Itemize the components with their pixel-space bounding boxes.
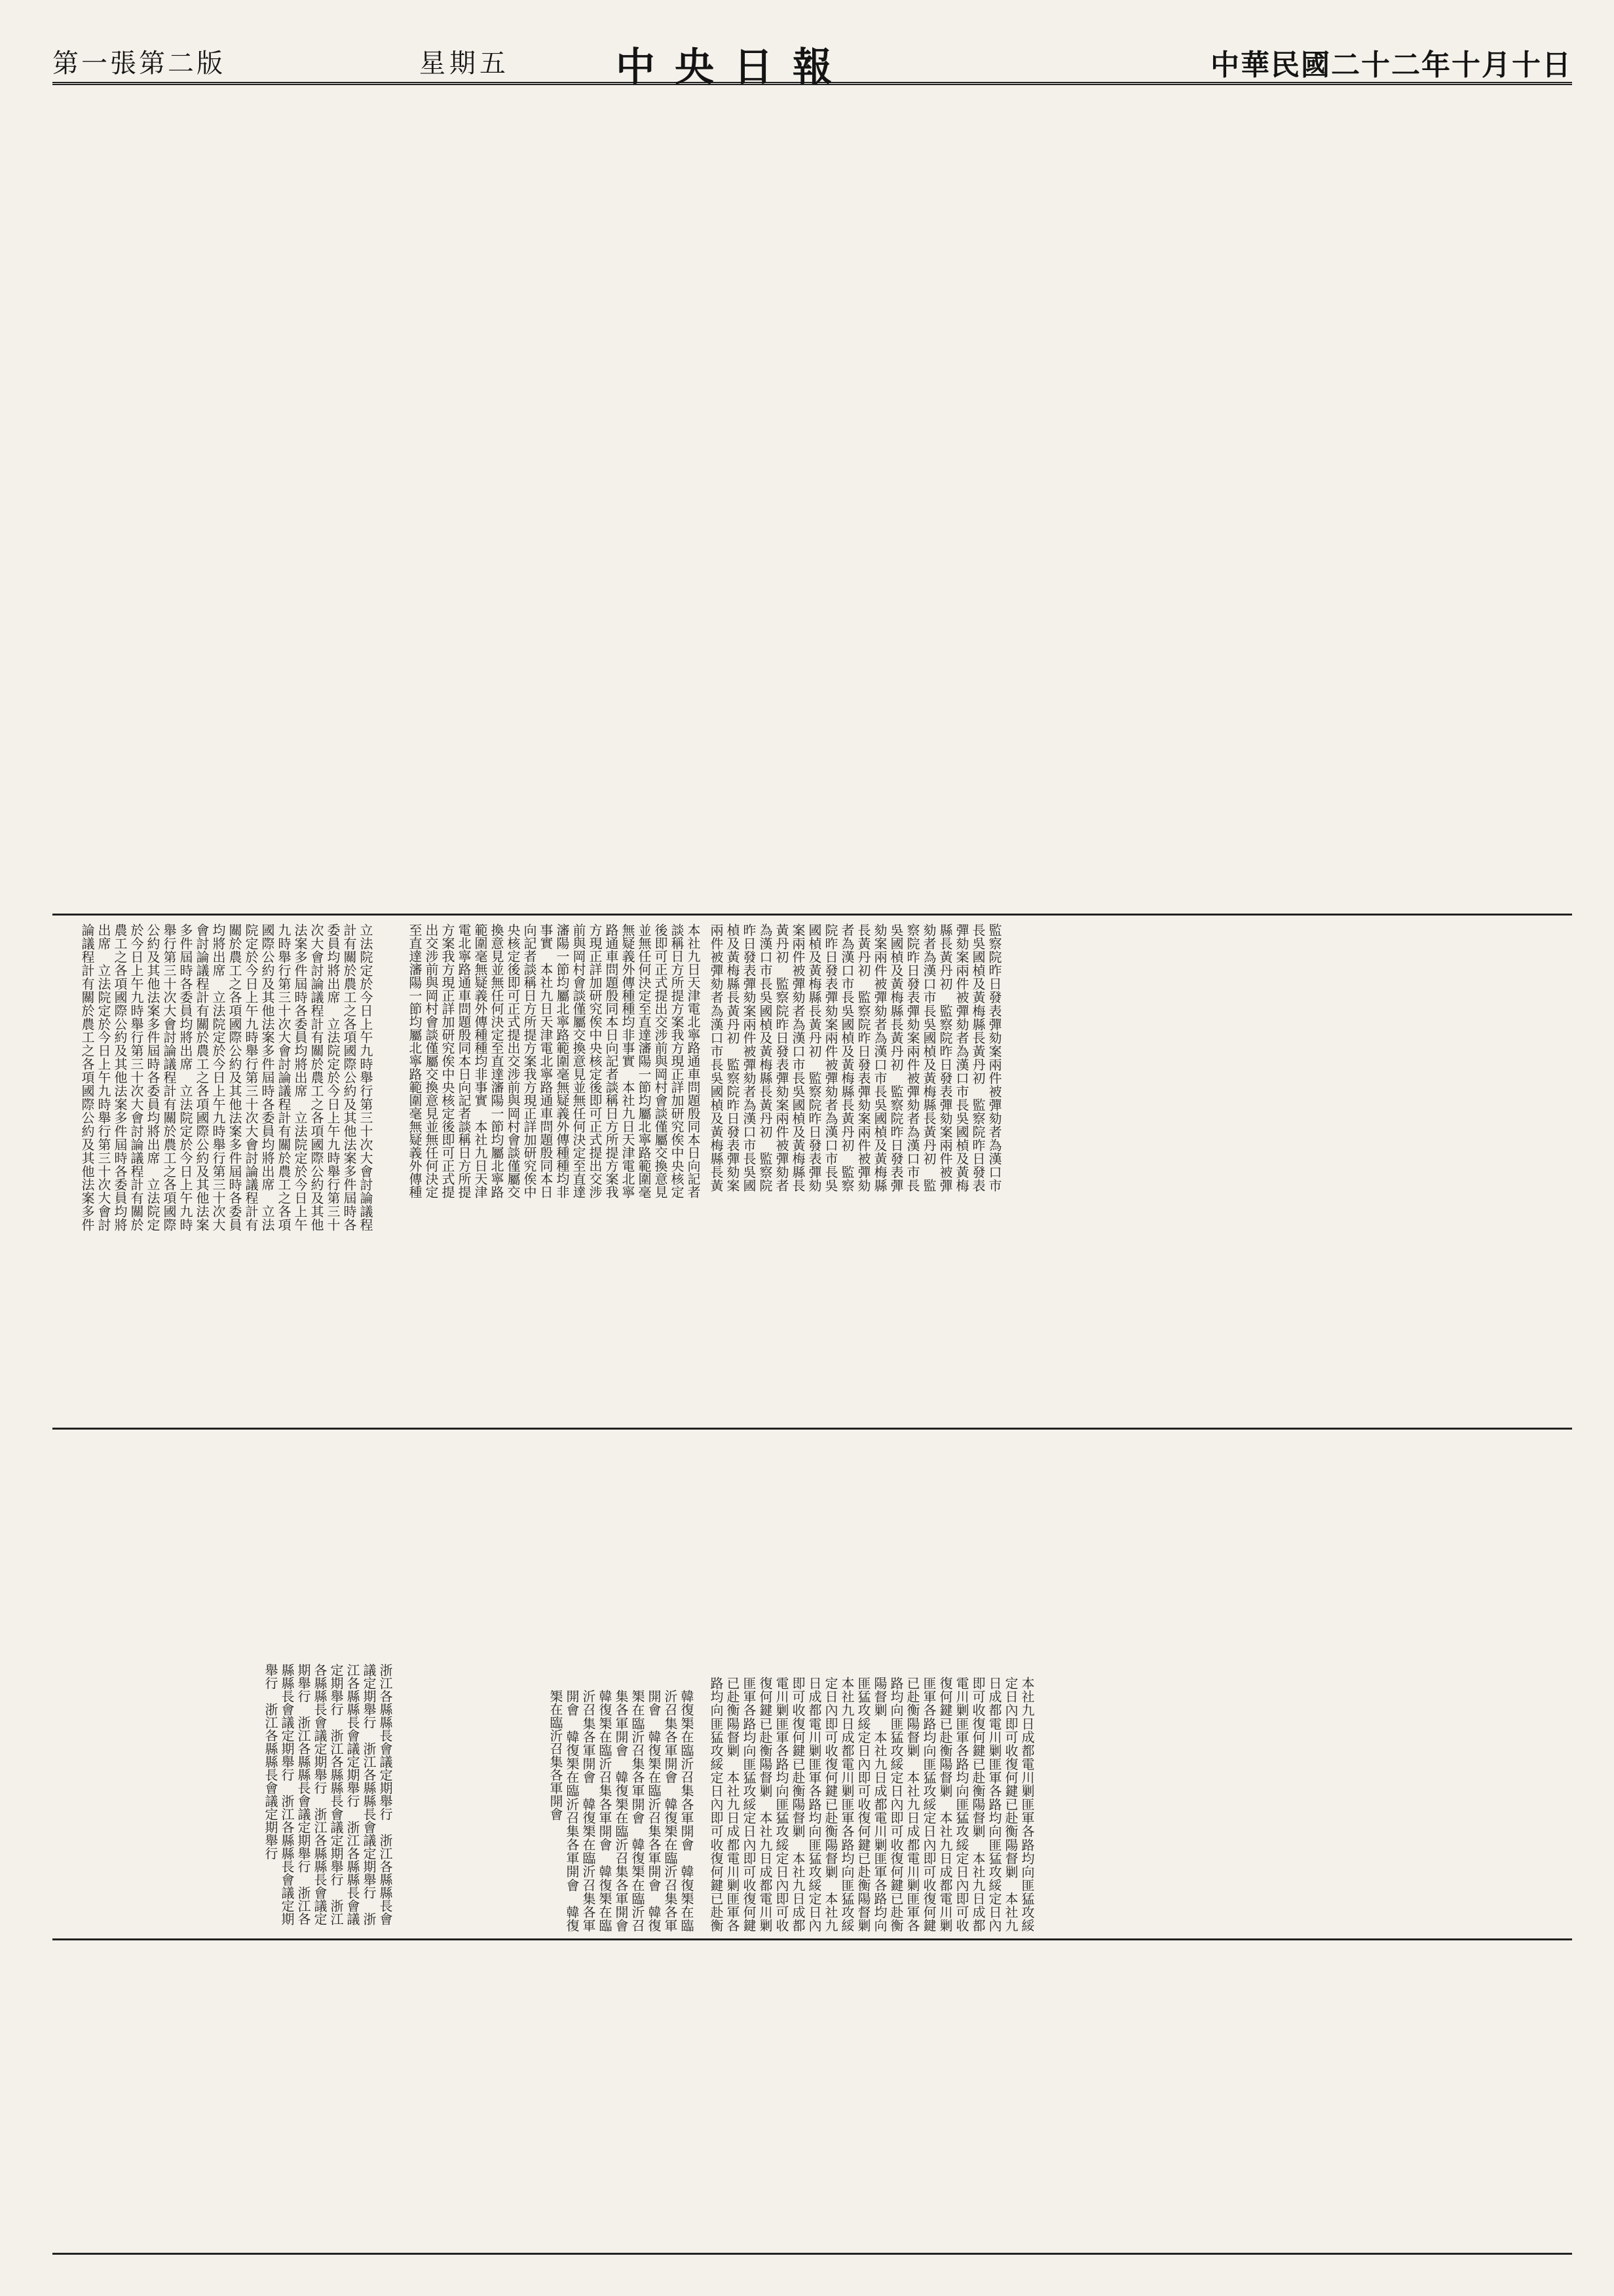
article-body: 監察院昨日發表彈劾案兩件被彈劾者為漢口市長吳國楨及黃梅縣長黃丹初 監察院昨日發表彈劾案兩件被彈劾者為漢口市長吳國楨及黃梅縣長黃丹初 監察院昨日發表彈劾案兩件被彈劾者為漢口市長吳國楨及黃梅縣長黃丹初 監察院昨日發表彈劾案兩件被彈劾者為漢口市長吳國楨及黃梅縣長黃丹初 監察院昨日發表彈劾案兩件被彈劾者為漢口市長吳國楨及黃梅縣長黃丹初 監察院昨日發表彈劾案兩件被彈劾者為漢口市長吳國楨及黃梅縣長黃丹初 監察院昨日發表彈劾案兩件被彈劾者為漢口市長吳國楨及黃梅縣長黃丹初 監察院昨日發表彈劾案兩件被彈劾者為漢口市長吳國楨及黃梅縣長黃丹初 監察院昨日發表彈劾案兩件被彈劾者為漢口市長吳國楨及黃梅縣長黃丹初 監察院昨日發表彈劾案兩件被彈劾者為漢口市長吳國楨及黃梅縣長黃丹初 監察院昨日發表彈劾案兩件被彈劾者為漢口市長吳國楨及黃梅縣長黃 [708,923,1002,1192]
horizontal-rule [52,914,1572,916]
article-body: 立法院定於今日上午九時舉行第三十次大會討論議程計有關於農工之各項國際公約及其他法案多件屆時各委員均將出席 立法院定於今日上午九時舉行第三十次大會討論議程計有關於農工之各項國際公約及其他法案多件屆時各委員均將出席 立法院定於今日上午九時舉行第三十次大會討論議程計有關於農工之各項國際公約及其他法案多件屆時各委員均將出席 立法院定於今日上午九時舉行第三十次大會討論議程計有關於農工之各項國際公約及其他法案多件屆時各委員均將出席 立法院定於今日上午九時舉行第三十次大會討論議程計有關於農工之各項國際公約及其他法案多件屆時各委員均將出席 立法院定於今日上午九時舉行第三十次大會討論議程計有關於農工之各項國際公約及其他法案多件屆時各委員均將出席 立法院定於今日上午九時舉行第三十次大會討論議程計有關於農工之各項國際公約及其他法案多件屆時各委員均將出席 立法院定於今日上午九時舉行第三十次大會討論議程計有關於農工之各項國際公約及其他法案多件 [79,923,373,1231]
issue-date: 中華民國二十二年十月十日 [1210,48,1572,82]
weekday: 星期五 [419,48,510,79]
newspaper-title: 中央日報 [616,45,852,90]
article-body: 本社九日成都電川剿匪軍各路均向匪猛攻綏定日內即可收復何鍵已赴衡陽督剿 本社九日成都電川剿匪軍各路均向匪猛攻綏定日內即可收復何鍵已赴衡陽督剿 本社九日成都電川剿匪軍各路均向匪猛攻綏定日內即可收復何鍵已赴衡陽督剿 本社九日成都電川剿匪軍各路均向匪猛攻綏定日內即可收復何鍵已赴衡陽督剿 本社九日成都電川剿匪軍各路均向匪猛攻綏定日內即可收復何鍵已赴衡陽督剿 本社九日成都電川剿匪軍各路均向匪猛攻綏定日內即可收復何鍵已赴衡陽督剿 本社九日成都電川剿匪軍各路均向匪猛攻綏定日內即可收復何鍵已赴衡陽督剿 本社九日成都電川剿匪軍各路均向匪猛攻綏定日內即可收復何鍵已赴衡陽督剿 本社九日成都電川剿匪軍各路均向匪猛攻綏定日內即可收復何鍵已赴衡陽督剿 本社九日成都電川剿匪軍各路均向匪猛攻綏定日內即可收復何鍵已赴衡陽督剿 本社九日成都電川剿匪軍各路均向匪猛攻綏定日內即可收復何鍵已赴衡 [708,1676,1035,1932]
horizontal-rule [52,1938,1572,1940]
article-body: 本社九日天津電北寧路通車問題殷同本日向記者談稱日方所提方案我方現正詳加研究俟中央核定後即可正式提出交涉前與岡村會談僅屬交換意見並無任何決定至直達瀋陽一節均屬北寧路範圍毫無疑義外傳種種均非事實 本社九日天津電北寧路通車問題殷同本日向記者談稱日方所提方案我方現正詳加研究俟中央核定後即可正式提出交涉前與岡村會談僅屬交換意見並無任何決定至直達瀋陽一節均屬北寧路範圍毫無疑義外傳種種均非事實 本社九日天津電北寧路通車問題殷同本日向記者談稱日方所提方案我方現正詳加研究俟中央核定後即可正式提出交涉前與岡村會談僅屬交換意見並無任何決定至直達瀋陽一節均屬北寧路範圍毫無疑義外傳種種均非事實 本社九日天津電北寧路通車問題殷同本日向記者談稱日方所提方案我方現正詳加研究俟中央核定後即可正式提出交涉前與岡村會談僅屬交換意見並無任何決定至直達瀋陽一節均屬北寧路範圍毫無疑義外傳種 [407,923,701,1198]
masthead [52,36,1572,90]
section-label: 第一張第二版 [52,48,225,79]
horizontal-rule [52,2253,1572,2255]
horizontal-rule [52,1428,1572,1430]
article-body: 韓復榘在臨沂召集各軍開會 韓復榘在臨沂召集各軍開會 韓復榘在臨沂召集各軍開會 韓復榘在臨沂召集各軍開會 韓復榘在臨沂召集各軍開會 韓復榘在臨沂召集各軍開會 韓復榘在臨沂召集各軍開會 韓復榘在臨沂召集各軍開會 韓復榘在臨沂召集各軍開會 韓復榘在臨沂召集各軍開會 韓復榘在臨沂召集各軍開會 韓復榘在臨沂召集各軍開會 [548,1690,694,1932]
article-body: 浙江各縣縣長會議定期舉行 浙江各縣縣長會議定期舉行 浙江各縣縣長會議定期舉行 浙江各縣縣長會議定期舉行 浙江各縣縣長會議定期舉行 浙江各縣縣長會議定期舉行 浙江各縣縣長會議定期舉行 浙江各縣縣長會議定期舉行 浙江各縣縣長會議定期舉行 浙江各縣縣長會議定期舉行 浙江各縣縣長會議定期舉行 浙江各縣縣長會議定期舉行 [263,1663,393,1925]
